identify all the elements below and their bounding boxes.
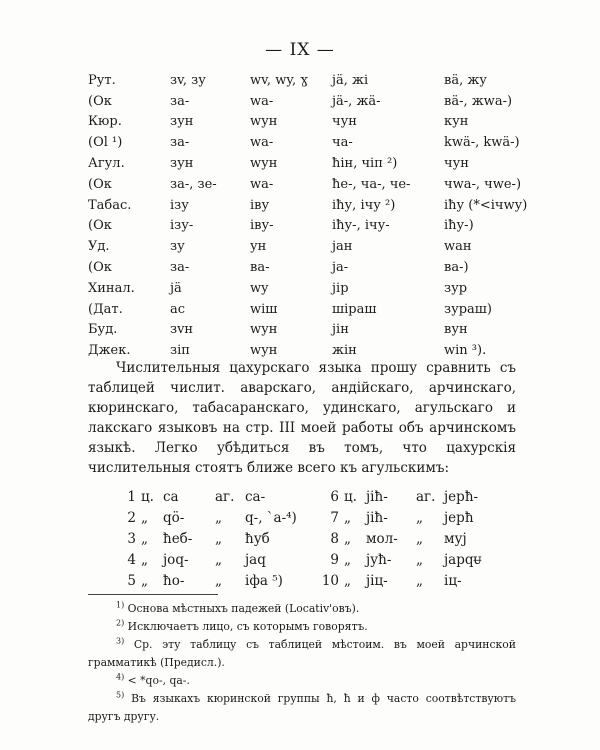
form-cell: jä, жі xyxy=(332,72,369,88)
language-label: (Дат. xyxy=(88,301,123,317)
numerals-paragraph: Числительныя цахурскаго языка прошу сравнить съ таблицей числит. аварскаго, андійскаго, арчинскаго, кюринскаго, табасаранскаго, удинскаго, агульскаго и лакскаго языковъ на стр. III моей работы объ арчинскомъ языкѣ. Легко убѣдиться въ томъ, что цахурскія числительныя стоятъ ближе всего къ агульскимъ: xyxy=(88,360,516,476)
form-cell: wa- xyxy=(250,176,274,192)
form-cell: iħу (*<ічwу) xyxy=(444,197,528,213)
form-cell: ħe-, ча-, че- xyxy=(332,176,411,192)
numeral: 7 xyxy=(330,509,339,526)
form-cell: шiраш xyxy=(332,301,377,317)
language-label: (Ок xyxy=(88,93,112,109)
form-cell: зv, зу xyxy=(170,72,206,88)
language-label: (Ок xyxy=(88,176,112,192)
footnote xyxy=(88,636,516,672)
form-cell: за-, зе- xyxy=(170,176,217,192)
agul-form: iц- xyxy=(444,572,462,589)
footnote-mark: 5) xyxy=(116,690,125,700)
lang-mark: ц. xyxy=(344,488,357,505)
agul-form: iфа ⁵) xyxy=(245,572,283,589)
table-row xyxy=(88,299,584,320)
form-cell: ун xyxy=(250,239,267,255)
language-label: (Ol ¹) xyxy=(88,135,123,151)
form-cell: зvн xyxy=(170,322,194,338)
numeral: 10 xyxy=(321,572,339,589)
form-cell: ва-) xyxy=(444,260,469,276)
agul-form: jерħ- xyxy=(444,488,479,505)
form-cell: кун xyxy=(444,114,469,130)
lang-mark: „ xyxy=(215,509,222,526)
form-cell: iħу-) xyxy=(444,218,474,234)
table-row xyxy=(88,195,584,216)
numeral: 1 xyxy=(127,488,136,505)
form-cell: чун xyxy=(332,114,357,130)
table-row xyxy=(88,257,584,278)
footnote-mark: 4) xyxy=(116,672,125,682)
language-label: (Ок xyxy=(88,218,112,234)
form-cell: wун xyxy=(250,156,278,172)
lang-mark: „ xyxy=(141,509,148,526)
language-label: (Ок xyxy=(88,260,112,276)
language-label: Кюр. xyxy=(88,114,122,130)
form-cell: ва- xyxy=(250,260,270,276)
footnote-text: Исключаетъ лицо, съ которымъ говорятъ. xyxy=(127,620,368,633)
numeral: 9 xyxy=(330,551,339,568)
table-row xyxy=(120,549,504,570)
agul-form: jaq xyxy=(245,551,266,568)
form-cell: iву xyxy=(250,197,270,213)
lang-mark: „ xyxy=(344,551,351,568)
form-cell: win ³). xyxy=(444,343,487,359)
table-row xyxy=(88,236,584,257)
form-cell: jä-, жä- xyxy=(332,93,381,109)
numeral: 4 xyxy=(127,551,136,568)
tsakhur-form: jiħ- xyxy=(366,509,388,526)
footnote xyxy=(88,618,516,636)
table-row xyxy=(120,486,504,507)
tsakhur-form: joq- xyxy=(163,551,189,568)
footnote xyxy=(88,600,516,618)
form-cell: чwa-, чwe-) xyxy=(444,176,522,192)
table-row xyxy=(120,507,504,528)
lang-mark: „ xyxy=(416,530,423,547)
lang-mark: аг. xyxy=(416,488,436,505)
language-label: Уд. xyxy=(88,239,110,255)
form-cell: вä-, жwa-) xyxy=(444,93,513,109)
table-row xyxy=(120,570,504,591)
form-cell: wv, wy, ɣ xyxy=(250,72,308,88)
lang-mark: „ xyxy=(344,509,351,526)
table-row xyxy=(88,320,584,341)
form-cell: jiр xyxy=(332,280,349,296)
footnote xyxy=(88,672,516,690)
language-comparison-table xyxy=(88,70,584,361)
form-cell: wy xyxy=(250,280,269,296)
form-cell: ас xyxy=(170,301,186,317)
lang-mark: „ xyxy=(141,530,148,547)
numeral: 5 xyxy=(127,572,136,589)
form-cell: жiн xyxy=(332,343,357,359)
form-cell: wун xyxy=(250,114,278,130)
form-cell: зун xyxy=(170,156,194,172)
lang-mark: ц. xyxy=(141,488,154,505)
form-cell: wiш xyxy=(250,301,278,317)
form-cell: kwä-, kwä-) xyxy=(444,135,520,151)
language-label: Табас. xyxy=(88,197,132,213)
form-cell: wун xyxy=(250,322,278,338)
footnote-text: Въ языкахъ кюринской группы ħ, ħ и ф часто соотвѣтствуютъ другъ другу. xyxy=(88,692,516,723)
tsakhur-form: qö- xyxy=(163,509,185,526)
tsakhur-form: ħо- xyxy=(163,572,185,589)
form-cell: jä xyxy=(170,280,182,296)
form-cell: wa- xyxy=(250,93,274,109)
lang-mark: „ xyxy=(215,530,222,547)
form-cell: зун xyxy=(170,114,194,130)
language-label: Джек. xyxy=(88,343,131,359)
form-cell: зураш) xyxy=(444,301,492,317)
form-cell: jiн xyxy=(332,322,349,338)
agul-form: муj xyxy=(444,530,467,547)
agul-form: са- xyxy=(245,488,266,505)
form-cell: вун xyxy=(444,322,468,338)
agul-form: ħуб xyxy=(245,530,270,547)
footnote-mark: 1) xyxy=(116,600,125,610)
footnote-text: < *qo-, qa-. xyxy=(127,674,190,687)
footnotes xyxy=(88,600,516,726)
form-cell: ча- xyxy=(332,135,353,151)
form-cell: iħу-, ічу- xyxy=(332,218,390,234)
form-cell: wa- xyxy=(250,135,274,151)
form-cell: вä, жу xyxy=(444,72,487,88)
footnote-text: Основа мѣстныхъ падежей (Locativ'овъ). xyxy=(127,602,360,615)
lang-mark: „ xyxy=(215,572,222,589)
agul-form: jерħ xyxy=(444,509,474,526)
lang-mark: „ xyxy=(344,530,351,547)
form-cell: за- xyxy=(170,260,190,276)
agul-form: q-, ˋa-⁴) xyxy=(245,509,297,526)
language-label: Агул. xyxy=(88,156,125,172)
footnote-divider xyxy=(88,594,218,595)
footnote-mark: 2) xyxy=(116,618,125,628)
tsakhur-form: мол- xyxy=(366,530,398,547)
footnote-mark: 3) xyxy=(116,636,125,646)
form-cell: ħiн, чiп ²) xyxy=(332,156,398,172)
footnote xyxy=(88,690,516,726)
form-cell: iħу, ічу ²) xyxy=(332,197,396,213)
lang-mark: „ xyxy=(141,551,148,568)
numeral: 2 xyxy=(127,509,136,526)
language-label: Рут. xyxy=(88,72,116,88)
form-cell: jан xyxy=(332,239,353,255)
form-cell: wан xyxy=(444,239,472,255)
lang-mark: „ xyxy=(215,551,222,568)
lang-mark: „ xyxy=(344,572,351,589)
table-row xyxy=(120,528,504,549)
table-row xyxy=(88,91,584,112)
form-cell: iву- xyxy=(250,218,274,234)
lang-mark: аг. xyxy=(215,488,235,505)
lang-mark: „ xyxy=(416,572,423,589)
form-cell: iзу- xyxy=(170,218,194,234)
form-cell: ja- xyxy=(332,260,349,276)
tsakhur-form: jуħ- xyxy=(366,551,392,568)
numeral: 8 xyxy=(330,530,339,547)
table-row xyxy=(88,112,584,133)
agul-form: jарqᵾ xyxy=(444,551,482,568)
numeral: 6 xyxy=(330,488,339,505)
tsakhur-form: jiц- xyxy=(366,572,388,589)
language-label: Хинал. xyxy=(88,280,135,296)
form-cell: wун xyxy=(250,343,278,359)
form-cell: зiп xyxy=(170,343,190,359)
language-label: Буд. xyxy=(88,322,118,338)
table-row xyxy=(88,70,584,91)
form-cell: чун xyxy=(444,156,469,172)
table-row xyxy=(88,153,584,174)
table-row xyxy=(88,132,584,153)
lang-mark: „ xyxy=(141,572,148,589)
numerals-table xyxy=(120,486,504,591)
form-cell: за- xyxy=(170,93,190,109)
table-row xyxy=(88,278,584,299)
page-number: — IX — xyxy=(265,40,335,60)
form-cell: зу xyxy=(170,239,185,255)
table-row xyxy=(88,174,584,195)
lang-mark: „ xyxy=(416,551,423,568)
tsakhur-form: jiħ- xyxy=(366,488,388,505)
numeral: 3 xyxy=(127,530,136,547)
footnote-text: Ср. эту таблицу съ таблицей мѣстоим. въ моей арчинской грамматикѣ (Предисл.). xyxy=(88,638,516,669)
tsakhur-form: ħеб- xyxy=(163,530,193,547)
form-cell: зур xyxy=(444,280,468,296)
table-row xyxy=(88,216,584,237)
form-cell: iзу xyxy=(170,197,189,213)
form-cell: за- xyxy=(170,135,190,151)
tsakhur-form: са xyxy=(163,488,179,505)
lang-mark: „ xyxy=(416,509,423,526)
